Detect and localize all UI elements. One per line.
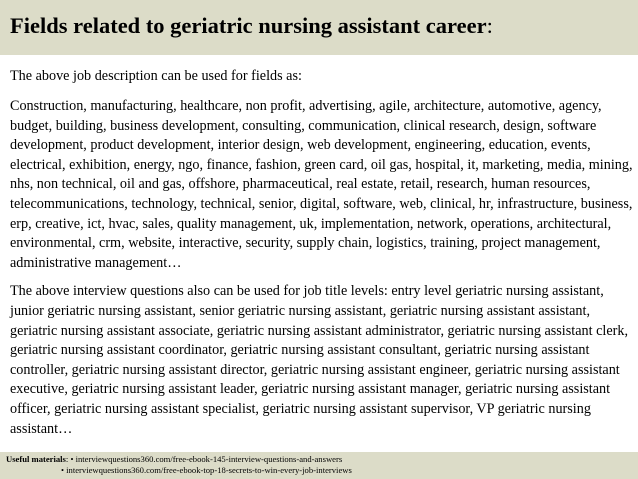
- footer-link-ebook-top-18[interactable]: • interviewquestions360.com/free-ebook-top-18-secrets-to-win-every-job-interviews: [61, 465, 352, 475]
- useful-materials-colon: :: [65, 454, 69, 464]
- fields-paragraph: Construction, manufacturing, healthcare, non profit, advertising, agile, architecture, automotive, agency, budget, building, business development, consulting, communication, clinical research, design, software development, product development, interior design, web development, engineering, education, events, electrical, exhibition, energy, ngo, finance, fashion, green card, oil gas, hospital, it, marketing, media, mining, nhs, non technical, oil and gas, offshore, pharmaceutical, real estate, retail, research, human resources, telecommunications, technology, technical, senior, digital, software, web, clinical, hr, infrastructure, business, erp, creative, ict, hvac, sales, quality management, uk, implementation, network, operations, architectural, environmental, crm, website, interactive, security, supply chain, logistics, training, project management, administrative management…: [10, 98, 633, 271]
- title-bar: [0, 0, 638, 55]
- useful-materials-label: Useful materials: [6, 454, 66, 464]
- footer-link-ebook-145[interactable]: • interviewquestions360.com/free-ebook-145-interview-questions-and-answers: [70, 454, 343, 464]
- page-title-colon: :: [486, 13, 493, 38]
- page-title: [10, 12, 638, 40]
- footer-bar: [0, 452, 638, 479]
- footer-row-1: [6, 454, 638, 465]
- job-levels-paragraph: The above interview questions also can be used for job title levels: entry level geriatric nursing assistant, junior geriatric nursing assistant, senior geriatric nursing assistant, geriatric nursing assistant assistant, geriatric nursing assistant associate, geriatric nursing assistant administrator, geriatric nursing assistant clerk, geriatric nursing assistant coordinator, geriatric nursing assistant consultant, geriatric nursing assistant controller, geriatric nursing assistant director, geriatric nursing assistant engineer, geriatric nursing assistant executive, geriatric nursing assistant leader, geriatric nursing assistant manager, geriatric nursing assistant officer, geriatric nursing assistant specialist, geriatric nursing assistant supervisor, VP geriatric nursing assistant…: [10, 283, 628, 437]
- page-title-text: Fields related to geriatric nursing assistant career: [10, 13, 487, 38]
- footer-row-2: [6, 465, 638, 476]
- intro-text: The above job description can be used for fields as:: [10, 68, 302, 84]
- content-area: [10, 66, 634, 439]
